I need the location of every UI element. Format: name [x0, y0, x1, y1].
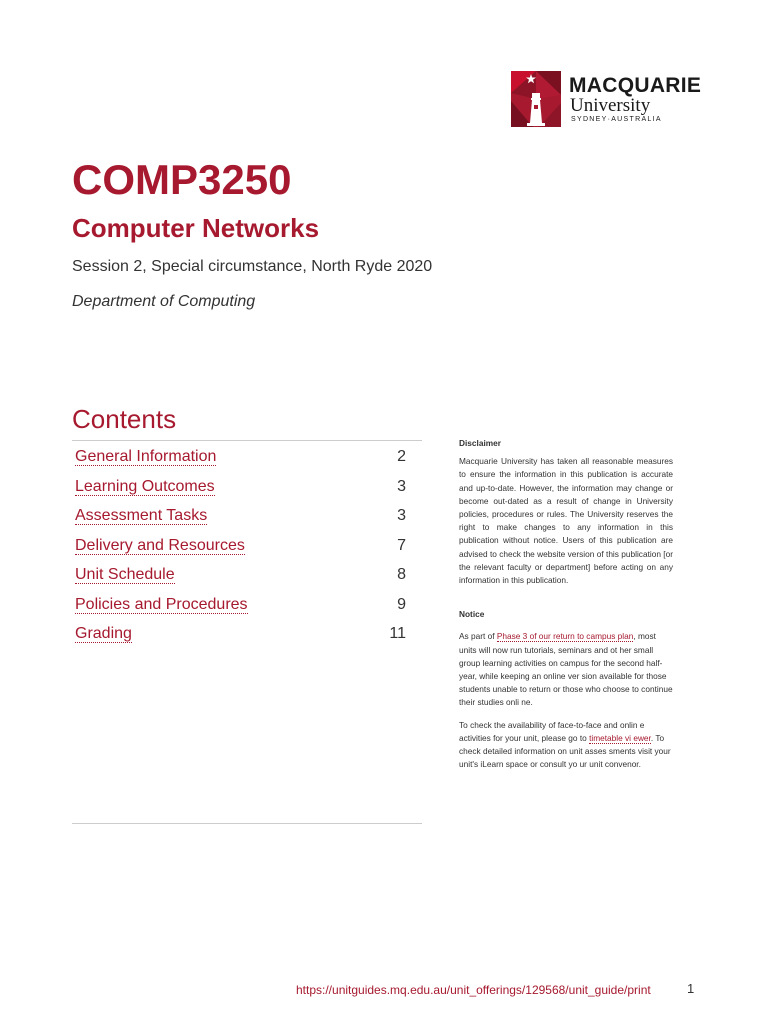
- contents-divider: [72, 823, 422, 824]
- session-info: Session 2, Special circumstance, North Ryde 2020: [72, 258, 433, 275]
- sidebar-notes: [459, 437, 673, 771]
- disclaimer-text: Macquarie University has taken all reasonable measures to ensure the information in this publication is accurate and up-to-date. However, the information may change or become out-dated as a result of change in University policies, procedures or rules. The University reserves the right to make changes to any information in this publication without notice. Users of this publication are advised to check the website version of this publication [or the relevant faculty or department] before acting on any information in this publication.: [459, 456, 673, 586]
- table-of-contents: [72, 440, 422, 648]
- toc-row: [72, 530, 422, 560]
- toc-page-number: 7: [397, 536, 406, 554]
- logo-university: University: [570, 95, 651, 116]
- notice-text: . To check detailed information on unit asses sments visit your unit's iLearn space or consult yo ur unit convenor.: [459, 732, 671, 770]
- notice-text: To check the availability of face-to-face and onlin e activities for your unit, please go to: [459, 719, 645, 743]
- unit-code: COMP3250: [72, 156, 292, 203]
- notice-text: As part of: [459, 631, 497, 642]
- toc-row: [72, 500, 422, 530]
- toc-link-grading[interactable]: Grading: [75, 625, 132, 642]
- logo-location: SYDNEY·AUSTRALIA: [571, 116, 662, 123]
- toc-page-number: 9: [397, 595, 406, 613]
- lighthouse-shield-icon: [511, 71, 561, 127]
- toc-page-number: 3: [397, 507, 406, 524]
- toc-link-general-information[interactable]: General Information: [75, 448, 217, 465]
- toc-link-policies-and-procedures[interactable]: Policies and Procedures: [75, 595, 248, 613]
- toc-link-delivery-and-resources[interactable]: Delivery and Resources: [75, 536, 245, 554]
- footer-url-link[interactable]: https://unitguides.mq.edu.au/unit_offerings/129568/unit_guide/print: [296, 983, 651, 997]
- toc-page-number: 3: [397, 477, 406, 495]
- timetable-viewer-link[interactable]: timetable vi ewer: [589, 732, 651, 743]
- toc-row: [72, 441, 422, 471]
- toc-row: [72, 618, 422, 648]
- notice-paragraph-1: [459, 630, 673, 709]
- toc-link-learning-outcomes[interactable]: Learning Outcomes: [75, 477, 215, 495]
- contents-heading: Contents: [72, 404, 177, 434]
- notice-text: , most units will now run tutorials, seminars and ot her small group learning activities on campus for the second half-year, while keeping an online ver sion available for those students unable to return or those who choose to continue their studies onli ne.: [459, 631, 673, 708]
- return-to-campus-plan-link[interactable]: Phase 3 of our return to campus plan: [496, 631, 634, 642]
- department: Department of Computing: [72, 293, 256, 310]
- toc-page-number: 2: [397, 448, 406, 465]
- toc-row: [72, 559, 422, 589]
- notice-heading: Notice: [459, 609, 485, 620]
- toc-row: [72, 471, 422, 501]
- unit-title: Computer Networks: [72, 213, 320, 243]
- disclaimer-heading: Disclaimer: [459, 438, 501, 448]
- page-number: 1: [687, 981, 695, 996]
- macquarie-logo: [511, 71, 701, 127]
- toc-link-unit-schedule[interactable]: Unit Schedule: [75, 566, 175, 583]
- toc-page-number: 8: [397, 566, 406, 583]
- toc-link-assessment-tasks[interactable]: Assessment Tasks: [75, 507, 208, 524]
- logo-wordmark: MACQUARIE: [569, 74, 702, 97]
- notice-paragraph-2: [459, 719, 673, 772]
- toc-page-number: 11: [389, 625, 406, 642]
- toc-row: [72, 589, 422, 619]
